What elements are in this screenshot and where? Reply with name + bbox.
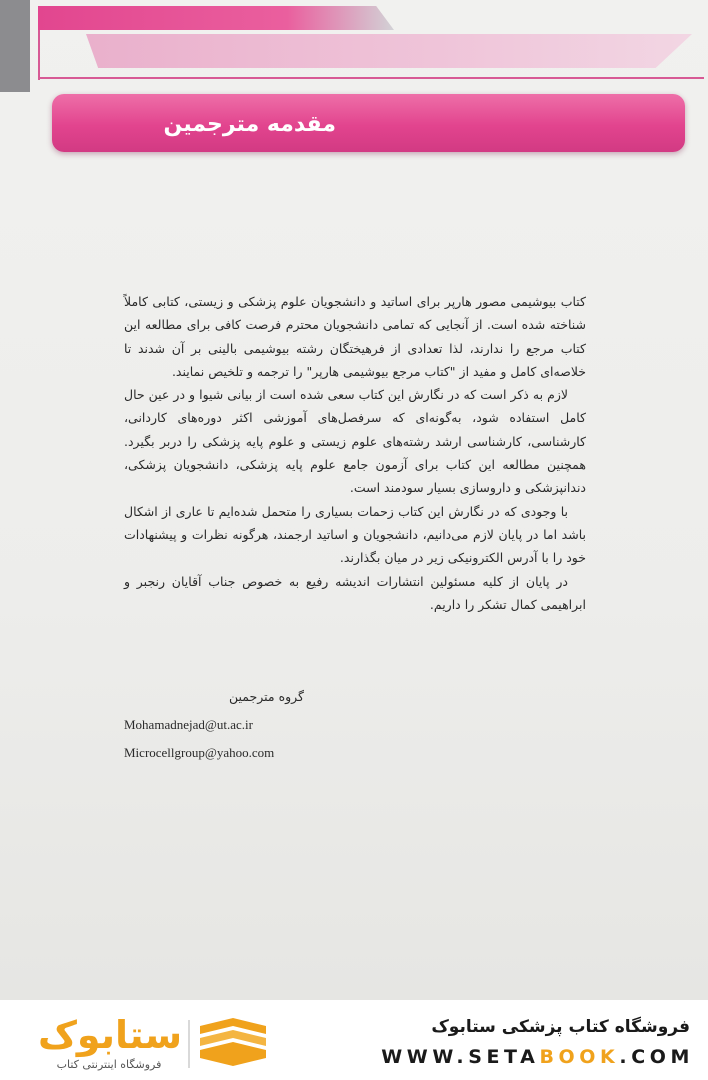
page-edge-strip [0,0,30,92]
logo-divider [188,1020,190,1068]
header-vertical-rule [38,30,40,80]
url-suffix: .COM [619,1046,694,1068]
signature-block [124,683,304,767]
page-title: مقدمه مترجمین [163,112,336,137]
url-prefix: WWW.SETA [381,1046,540,1068]
paragraph-1: کتاب بیوشیمی مصور هارپر برای اساتید و دانشجویان علوم پزشکی و زیستی، کتابی کاملاً شناخته شده است. از آنجایی که تمامی دانشجویان محترم فرصت کافی برای مطالعه این کتاب مرجع را ندارند، لذا تعدادی از فرهیختگان رشته بیوشیمی بالینی بر آن شدند تا خلاصه‌ای کامل و مفید از "کتاب مرجع بیوشیمی هارپر" را ترجمه و تلخیص نمایند. [124,294,586,379]
header-horizontal-rule [38,77,704,79]
header-stripe [86,34,692,68]
paragraph-3: با وجودی که در نگارش این کتاب زحمات بسیاری را متحمل شده‌ایم تا عاری از اشکال باشد اما در پایان لازم می‌دانیم، دانشجویان و اساتید ارجمند، هرگونه نظرات و پیشنهادات خود را با آدرس الکترونیکی زیر در میان بگذارند. [124,503,586,566]
url-highlight: BOOK [539,1046,620,1068]
store-name: فروشگاه کتاب پزشکی ستابوک [431,1017,690,1037]
store-url[interactable] [381,1046,694,1068]
header-top-bar [38,6,394,30]
email-yahoo: Microcellgroup@yahoo.com [124,745,275,760]
translators-group: گروه مترجمین [228,689,304,704]
preface-body [124,290,586,616]
store-logo-subtitle: فروشگاه اینترنتی کتاب [56,1058,162,1071]
book-logo-icon [196,1016,270,1070]
store-logo-text: ستابوک [38,1013,183,1057]
title-banner [52,94,685,152]
paragraph-2: لازم به ذکر است که در نگارش این کتاب سعی شده است از بیانی شیوا و در عین حال کامل استفاده شود، به‌گونه‌ای که سرفصل‌های آموزشی اکثر دوره‌های کاردانی، کارشناسی، کارشناسی ارشد رشته‌های علوم زیستی و علوم پایه پزشکی را دربر بگیرد. همچنین مطالعه این کتاب برای آزمون جامع علوم پایه پزشکی، دانشجویان پزشکی، دندانپزشکی و داروسازی بسیار سودمند است. [124,387,586,496]
email-ut: Mohamadnejad@ut.ac.ir [124,717,253,732]
paragraph-4: در پایان از کلیه مسئولین انتشارات اندیشه رفیع به خصوص جناب آقایان رنجبر و ابراهیمی کمال تشکر را داریم. [124,573,586,612]
